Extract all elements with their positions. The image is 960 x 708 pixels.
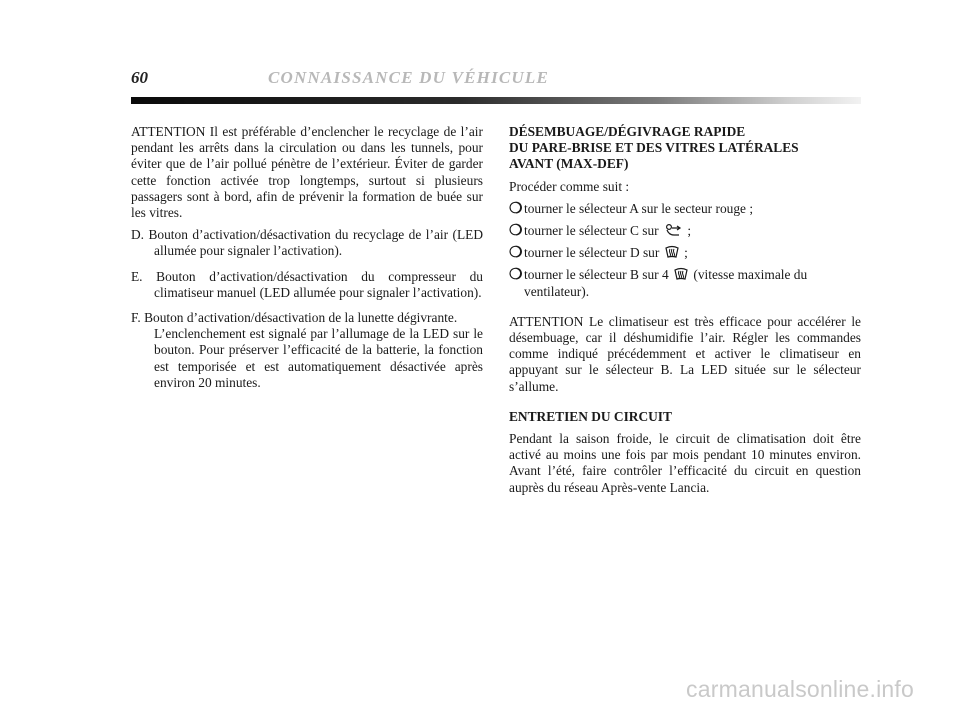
step-text-part: ; [684,245,688,261]
item-f-title: F. Bouton d’activation/désactivation de la lunette dégivrante. [131,310,458,326]
header-rule [131,97,861,104]
bullet-circle-icon: ❍ [509,223,523,240]
step-text: tourner le sélecteur A sur le secteur rouge ; [524,200,754,216]
procedure-intro: Procéder comme suit : [509,178,630,194]
procedure-step [509,223,861,239]
step-text [524,223,861,239]
heading-line: DÉSEMBUAGE/DÉGIVRAGE RAPIDE [509,124,746,139]
attention-recirculation: ATTENTION Il est préférable d’enclencher le recyclage de l’air pendant les arrêts dans la circulation ou dans les tunnels, pour éviter que de l’air pollué pénètre de l’extérieur. Éviter de garder cette fonction activée trop longtemps, surtout si plusieurs passagers sont à bord, afin de prévenir la formation de buée sur les vitres. [131,124,483,221]
item-e: E. Bouton d’activation/désactivation du compresseur du climatiseur manuel (LED allumée pour signaler l’activation). [131,268,483,300]
item-f-description: L’enclenchement est signalé par l’allumage de la LED sur le bouton. Pour préserver l’efficacité de la batterie, la fonction est temporisée et est automatiquement désactivée après environ 20 minutes. [154,326,483,390]
procedure-step [509,201,861,217]
step-text-part: (vitesse maximale du ventilateur). [524,267,808,299]
section-heading-maintenance: ENTRETIEN DU CIRCUIT [509,408,672,424]
running-head: CONNAISSANCE DU VÉHICULE [268,68,550,87]
item-f [131,310,483,391]
step-text-part: ; [687,223,692,239]
bullet-circle-icon: ❍ [509,245,523,262]
page-number: 60 [131,68,148,87]
step-text-part: tourner le sélecteur C sur [524,223,659,239]
procedure-step [509,245,861,261]
windscreen-defrost-icon [665,245,679,259]
procedure-step [509,267,861,299]
step-text-part: tourner le sélecteur B sur 4 [524,267,669,283]
left-column [131,124,483,391]
maintenance-text: Pendant la saison froide, le circuit de climatisation doit être activé au moins une fois par mois pendant 10 minutes environ. Avant l’été, faire contrôler l’efficacité du circuit en question auprès du réseau Après-vente Lancia. [509,431,861,495]
heading-line: AVANT (MAX-DEF) [509,156,629,172]
step-text [524,267,861,299]
windscreen-defrost-icon [674,267,688,281]
bullet-circle-icon: ❍ [509,267,523,284]
watermark: carmanualsonline.info [686,676,914,702]
item-d: D. Bouton d’activation/désactivation du recyclage de l’air (LED allumée pour signaler l’activation). [131,227,483,259]
air-distribution-face-icon [664,223,682,237]
step-text-part: tourner le sélecteur D sur [524,245,660,261]
section-heading-max-def [509,124,861,173]
attention-climate: ATTENTION Le climatiseur est très efficace pour accélérer le désembuage, car il déshumidifie l’air. Régler les commandes comme indiqué précédemment et activer le climatiseur en appuyant sur le sélecteur B. La LED située sur le sélecteur s’allume. [509,313,861,394]
step-text [524,245,861,261]
heading-line: DU PARE-BRISE ET DES VITRES LATÉRALES [509,140,799,156]
right-column [509,124,861,496]
bullet-circle-icon: ❍ [509,200,523,217]
